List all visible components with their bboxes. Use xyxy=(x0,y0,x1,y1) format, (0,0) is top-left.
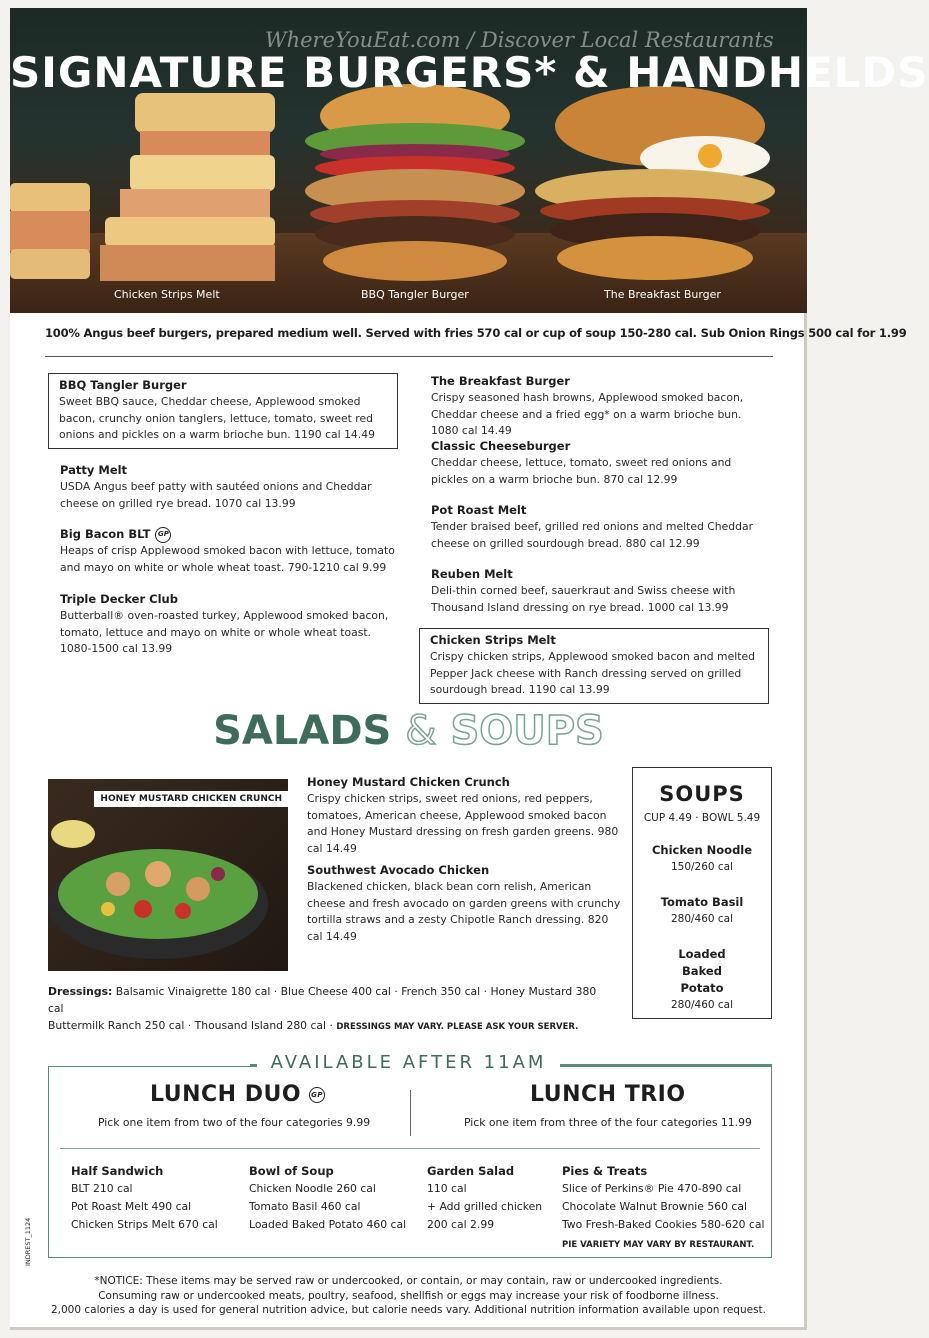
soups-title: SOUPS xyxy=(659,782,745,806)
menu-item[interactable] xyxy=(60,462,405,512)
category-line: 110 cal xyxy=(427,1182,467,1195)
menu-item[interactable] xyxy=(48,373,398,449)
item-desc: Deli-thin corned beef, sauerkraut and Swiss cheese with Thousand Island dressing on rye bread. 1000 cal 13.99 xyxy=(431,584,736,614)
menu-item[interactable] xyxy=(431,502,766,552)
soup-item[interactable] xyxy=(633,894,771,928)
item-name: Reuben Melt xyxy=(431,567,513,581)
ampersand: & xyxy=(405,708,437,754)
salad-photo xyxy=(48,779,288,971)
photo-caption: Chicken Strips Melt xyxy=(114,288,220,301)
item-name: Honey Mustard Chicken Crunch xyxy=(307,775,510,789)
item-name: Pot Roast Melt xyxy=(431,503,527,517)
item-desc: Crispy chicken strips, Applewood smoked bacon and melted Pepper Jack cheese with Ranch dressing served on grilled sourdough bread. 1190 cal 13.99 xyxy=(430,650,755,696)
soup-item[interactable] xyxy=(633,946,771,1014)
item-name: The Breakfast Burger xyxy=(431,374,570,388)
available-after-heading xyxy=(10,1052,807,1073)
menu-item[interactable] xyxy=(431,373,766,440)
menu-page xyxy=(10,8,929,1330)
divider xyxy=(560,1064,772,1066)
category-line: Chicken Noodle 260 cal xyxy=(249,1182,376,1195)
notice xyxy=(10,1274,807,1318)
lunch-category[interactable] xyxy=(71,1162,218,1234)
soup-name: Tomato Basil xyxy=(660,895,744,909)
dressings-label: Dressings: xyxy=(48,985,113,998)
item-desc: Tender braised beef, grilled red onions and melted Cheddar cheese on grilled sourdough bread. 880 cal 12.99 xyxy=(431,520,754,550)
category-line: Loaded Baked Potato 460 cal xyxy=(249,1218,407,1231)
category-line: + Add grilled chicken xyxy=(427,1200,543,1213)
dressings-list xyxy=(48,983,608,1036)
available-text: AVAILABLE AFTER 11AM xyxy=(257,1052,561,1073)
notice-line: Consuming raw or undercooked meats, poultry, seafood, shellfish or eggs may increase your risk of foodborne illness. xyxy=(98,1289,719,1302)
category-line: Chicken Strips Melt 670 cal xyxy=(71,1218,218,1231)
dressings-note: DRESSINGS MAY VARY. PLEASE ASK YOUR SERVER. xyxy=(336,1022,579,1032)
soup-cal: 150/260 cal xyxy=(670,861,734,873)
watermark: WhereYouEat.com / Discover Local Restaurants xyxy=(265,28,774,52)
soups-box xyxy=(632,767,772,1019)
lunch-category[interactable] xyxy=(562,1162,765,1254)
menu-item[interactable] xyxy=(60,526,405,576)
lunch-category[interactable] xyxy=(427,1162,542,1234)
category-title: Pies & Treats xyxy=(562,1164,648,1178)
category-line: Chocolate Walnut Brownie 560 cal xyxy=(562,1200,747,1213)
category-title: Garden Salad xyxy=(427,1164,515,1178)
category-line: Slice of Perkins® Pie 470-890 cal xyxy=(562,1182,742,1195)
item-desc: Crispy seasoned hash browns, Applewood smoked bacon, Cheddar cheese and a fried egg* on a warm brioche bun. 1080 cal 14.49 xyxy=(431,391,744,437)
category-title: Bowl of Soup xyxy=(249,1164,334,1178)
divider xyxy=(60,1148,760,1149)
hero-banner xyxy=(10,8,929,313)
lunch-trio-title xyxy=(530,1082,686,1107)
item-name: Triple Decker Club xyxy=(60,592,178,606)
photo-caption: The Breakfast Burger xyxy=(604,288,721,301)
category-line: 200 cal 2.99 xyxy=(427,1218,495,1231)
menu-item[interactable] xyxy=(419,628,769,704)
salads-word: SALADS xyxy=(213,708,392,754)
photo-caption: BBQ Tangler Burger xyxy=(361,288,469,301)
soup-cal: 280/460 cal xyxy=(670,913,734,925)
item-name: BBQ Tangler Burger xyxy=(59,378,187,392)
salad-image xyxy=(48,779,288,971)
menu-item[interactable] xyxy=(60,591,405,658)
item-desc: Crispy chicken strips, sweet red onions, red peppers, tomatoes, American cheese, Applewood smoked bacon and Honey Mustard dressing on fresh garden greens. 980 cal 14.49 xyxy=(307,792,619,855)
divider xyxy=(410,1090,411,1136)
category-line: BLT 210 cal xyxy=(71,1182,133,1195)
lunch-trio-sub: Pick one item from three of the four categories 11.99 xyxy=(464,1116,752,1129)
category-title: Half Sandwich xyxy=(71,1164,164,1178)
menu-item[interactable] xyxy=(431,438,766,488)
item-name: Big Bacon BLT xyxy=(60,527,151,541)
category-note: PIE VARIETY MAY VARY BY RESTAURANT. xyxy=(562,1240,755,1250)
gp-badge-icon: GP xyxy=(309,1087,325,1103)
item-desc: Heaps of crisp Applewood smoked bacon with lettuce, tomato and mayo on white or whole wheat toast. 790-1210 cal 9.99 xyxy=(60,544,395,574)
notice-line: *NOTICE: These items may be served raw or undercooked, or contain, or may contain, raw or undercooked ingredients. xyxy=(94,1275,723,1287)
item-desc: Butterball® oven-roasted turkey, Applewood smoked bacon, tomato, lettuce and mayo on white or whole wheat toast. 1080-1500 cal 13.99 xyxy=(60,609,389,655)
gp-badge-icon: GP xyxy=(155,527,171,543)
bbq-tangler-burger-photo xyxy=(295,86,535,296)
item-desc: Sweet BBQ sauce, Cheddar cheese, Applewood smoked bacon, crunchy onion tanglers, lettuce, tomato, sweet red onions and pickles on a warm brioche bun. 1190 cal 14.49 xyxy=(59,395,375,441)
chicken-strips-melt-photo xyxy=(10,83,285,283)
print-code: INDREST_1124 xyxy=(24,1217,32,1266)
lunch-category[interactable] xyxy=(249,1162,406,1234)
item-desc: USDA Angus beef patty with sautéed onions and Cheddar cheese on grilled rye bread. 1070 cal 13.99 xyxy=(60,480,372,510)
burger-intro: 100% Angus beef burgers, prepared medium well. Served with fries 570 cal or cup of soup 150-280 cal. Sub Onion Rings 500 cal for 1.99 xyxy=(45,326,907,340)
page-title: SIGNATURE BURGERS* & HANDHELDS xyxy=(10,48,929,97)
lunch-duo-label: LUNCH DUO xyxy=(150,1082,302,1107)
dressings-line: Buttermilk Ranch 250 cal · Thousand Island 280 cal · xyxy=(48,1019,337,1032)
soup-cal: 280/460 cal xyxy=(670,999,734,1011)
salads-soups-heading xyxy=(10,708,807,754)
soup-name: Loaded Baked Potato xyxy=(678,947,726,995)
breakfast-burger-photo xyxy=(530,86,805,291)
menu-item[interactable] xyxy=(431,566,766,616)
menu-item[interactable] xyxy=(307,774,627,857)
item-name: Chicken Strips Melt xyxy=(430,633,556,647)
soups-price: CUP 4.49 · BOWL 5.49 xyxy=(643,812,761,824)
category-line: Two Fresh-Baked Cookies 580-620 cal xyxy=(562,1218,765,1231)
menu-item[interactable] xyxy=(307,862,627,945)
category-line: Tomato Basil 460 cal xyxy=(249,1200,361,1213)
divider xyxy=(250,1064,257,1066)
dressings-line: Balsamic Vinaigrette 180 cal · Blue Cheese 400 cal · French 350 cal · Honey Mustard 380 cal xyxy=(48,985,597,1015)
divider xyxy=(45,356,773,357)
item-name: Patty Melt xyxy=(60,463,128,477)
item-desc: Blackened chicken, black bean corn relish, American cheese and fresh avocado on garden greens with crunchy tortilla straws and a zesty Chipotle Ranch dressing. 820 cal 14.49 xyxy=(307,880,621,943)
item-name: Classic Cheeseburger xyxy=(431,439,571,453)
lunch-duo-sub: Pick one item from two of the four categories 9.99 xyxy=(98,1116,371,1129)
soups-word: SOUPS xyxy=(450,708,604,754)
category-line: Pot Roast Melt 490 cal xyxy=(71,1200,192,1213)
soup-name: Chicken Noodle xyxy=(651,843,753,857)
lunch-trio-label: LUNCH TRIO xyxy=(530,1082,686,1107)
lunch-duo-title xyxy=(150,1082,325,1107)
soup-item[interactable] xyxy=(633,842,771,876)
notice-line: 2,000 calories a day is used for general nutrition advice, but calorie needs vary. Additional nutrition information available upon request. xyxy=(50,1304,767,1316)
salad-photo-label: HONEY MUSTARD CHICKEN CRUNCH xyxy=(94,791,288,807)
item-desc: Cheddar cheese, lettuce, tomato, sweet red onions and pickles on a warm brioche bun. 870 cal 12.99 xyxy=(431,456,732,486)
item-name: Southwest Avocado Chicken xyxy=(307,863,490,877)
